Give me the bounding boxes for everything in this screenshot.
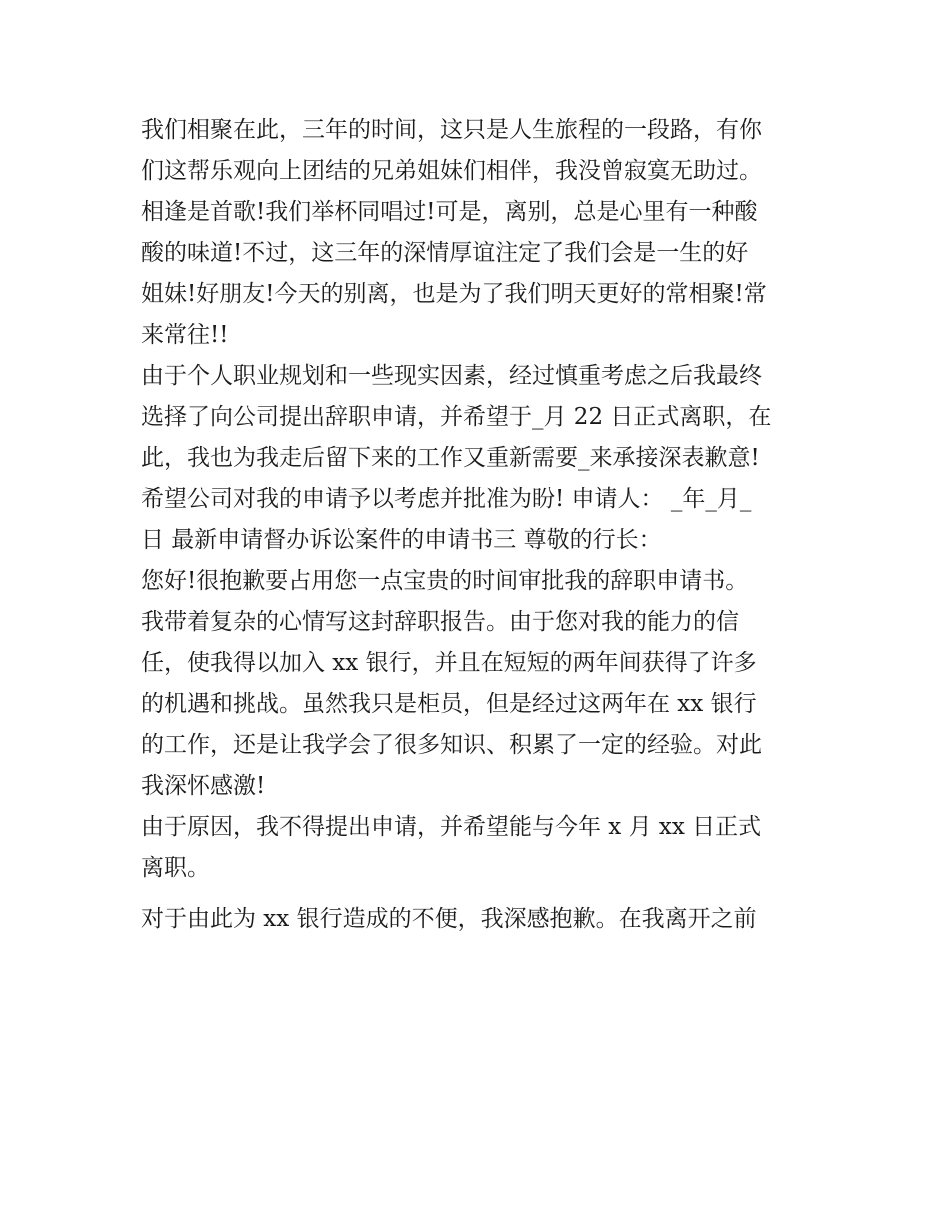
text-line: 来常往!! (141, 322, 229, 348)
body-text (141, 110, 821, 940)
text-line: 我们相聚在此，三年的时间，这只是人生旅程的一段路，有你 (141, 117, 762, 143)
text-line: 们这帮乐观向上团结的兄弟姐妹们相伴，我没曾寂寞无助过。 (141, 158, 762, 184)
text-line: 我深怀感激! (141, 773, 266, 799)
text-line: 我带着复杂的心情写这封辞职报告。由于您对我的能力的信 (141, 609, 739, 635)
text-line: 由于原因，我不得提出申请，并希望能与今年 x 月 xx 日正式 (141, 814, 762, 840)
text-line: 姐妹!好朋友!今天的别离，也是为了我们明天更好的常相聚!常 (141, 281, 767, 307)
text-line: 希望公司对我的申请予以考虑并批准为盼! 申请人： _年_月_ (141, 486, 752, 512)
text-line: 任，使我得以加入 xx 银行，并且在短短的两年间获得了许多 (141, 650, 757, 676)
text-line: 酸的味道!不过，这三年的深情厚谊注定了我们会是一生的好 (141, 240, 749, 266)
text-line: 的机遇和挑战。虽然我只是柜员，但是经过这两年在 xx 银行 (141, 691, 757, 717)
text-line: 您好!很抱歉要占用您一点宝贵的时间审批我的辞职申请书。 (141, 568, 749, 594)
text-line: 离职。 (141, 855, 210, 881)
text-line: 对于由此为 xx 银行造成的不便，我深感抱歉。在我离开之前 (141, 906, 757, 932)
text-line: 的工作，还是让我学会了很多知识、积累了一定的经验。对此 (141, 732, 762, 758)
text-line: 相逢是首歌!我们举杯同唱过!可是，离别，总是心里有一种酸 (141, 199, 758, 225)
text-line: 选择了向公司提出辞职申请，并希望于_月 22 日正式离职，在 (141, 404, 772, 430)
text-line: 日 最新申请督办诉讼案件的申请书三 尊敬的行长： (141, 527, 662, 553)
text-line: 此，我也为我走后留下来的工作又重新需要_来承接深表歉意! (141, 445, 760, 471)
text-line: 由于个人职业规划和一些现实因素，经过慎重考虑之后我最终 (141, 363, 762, 389)
